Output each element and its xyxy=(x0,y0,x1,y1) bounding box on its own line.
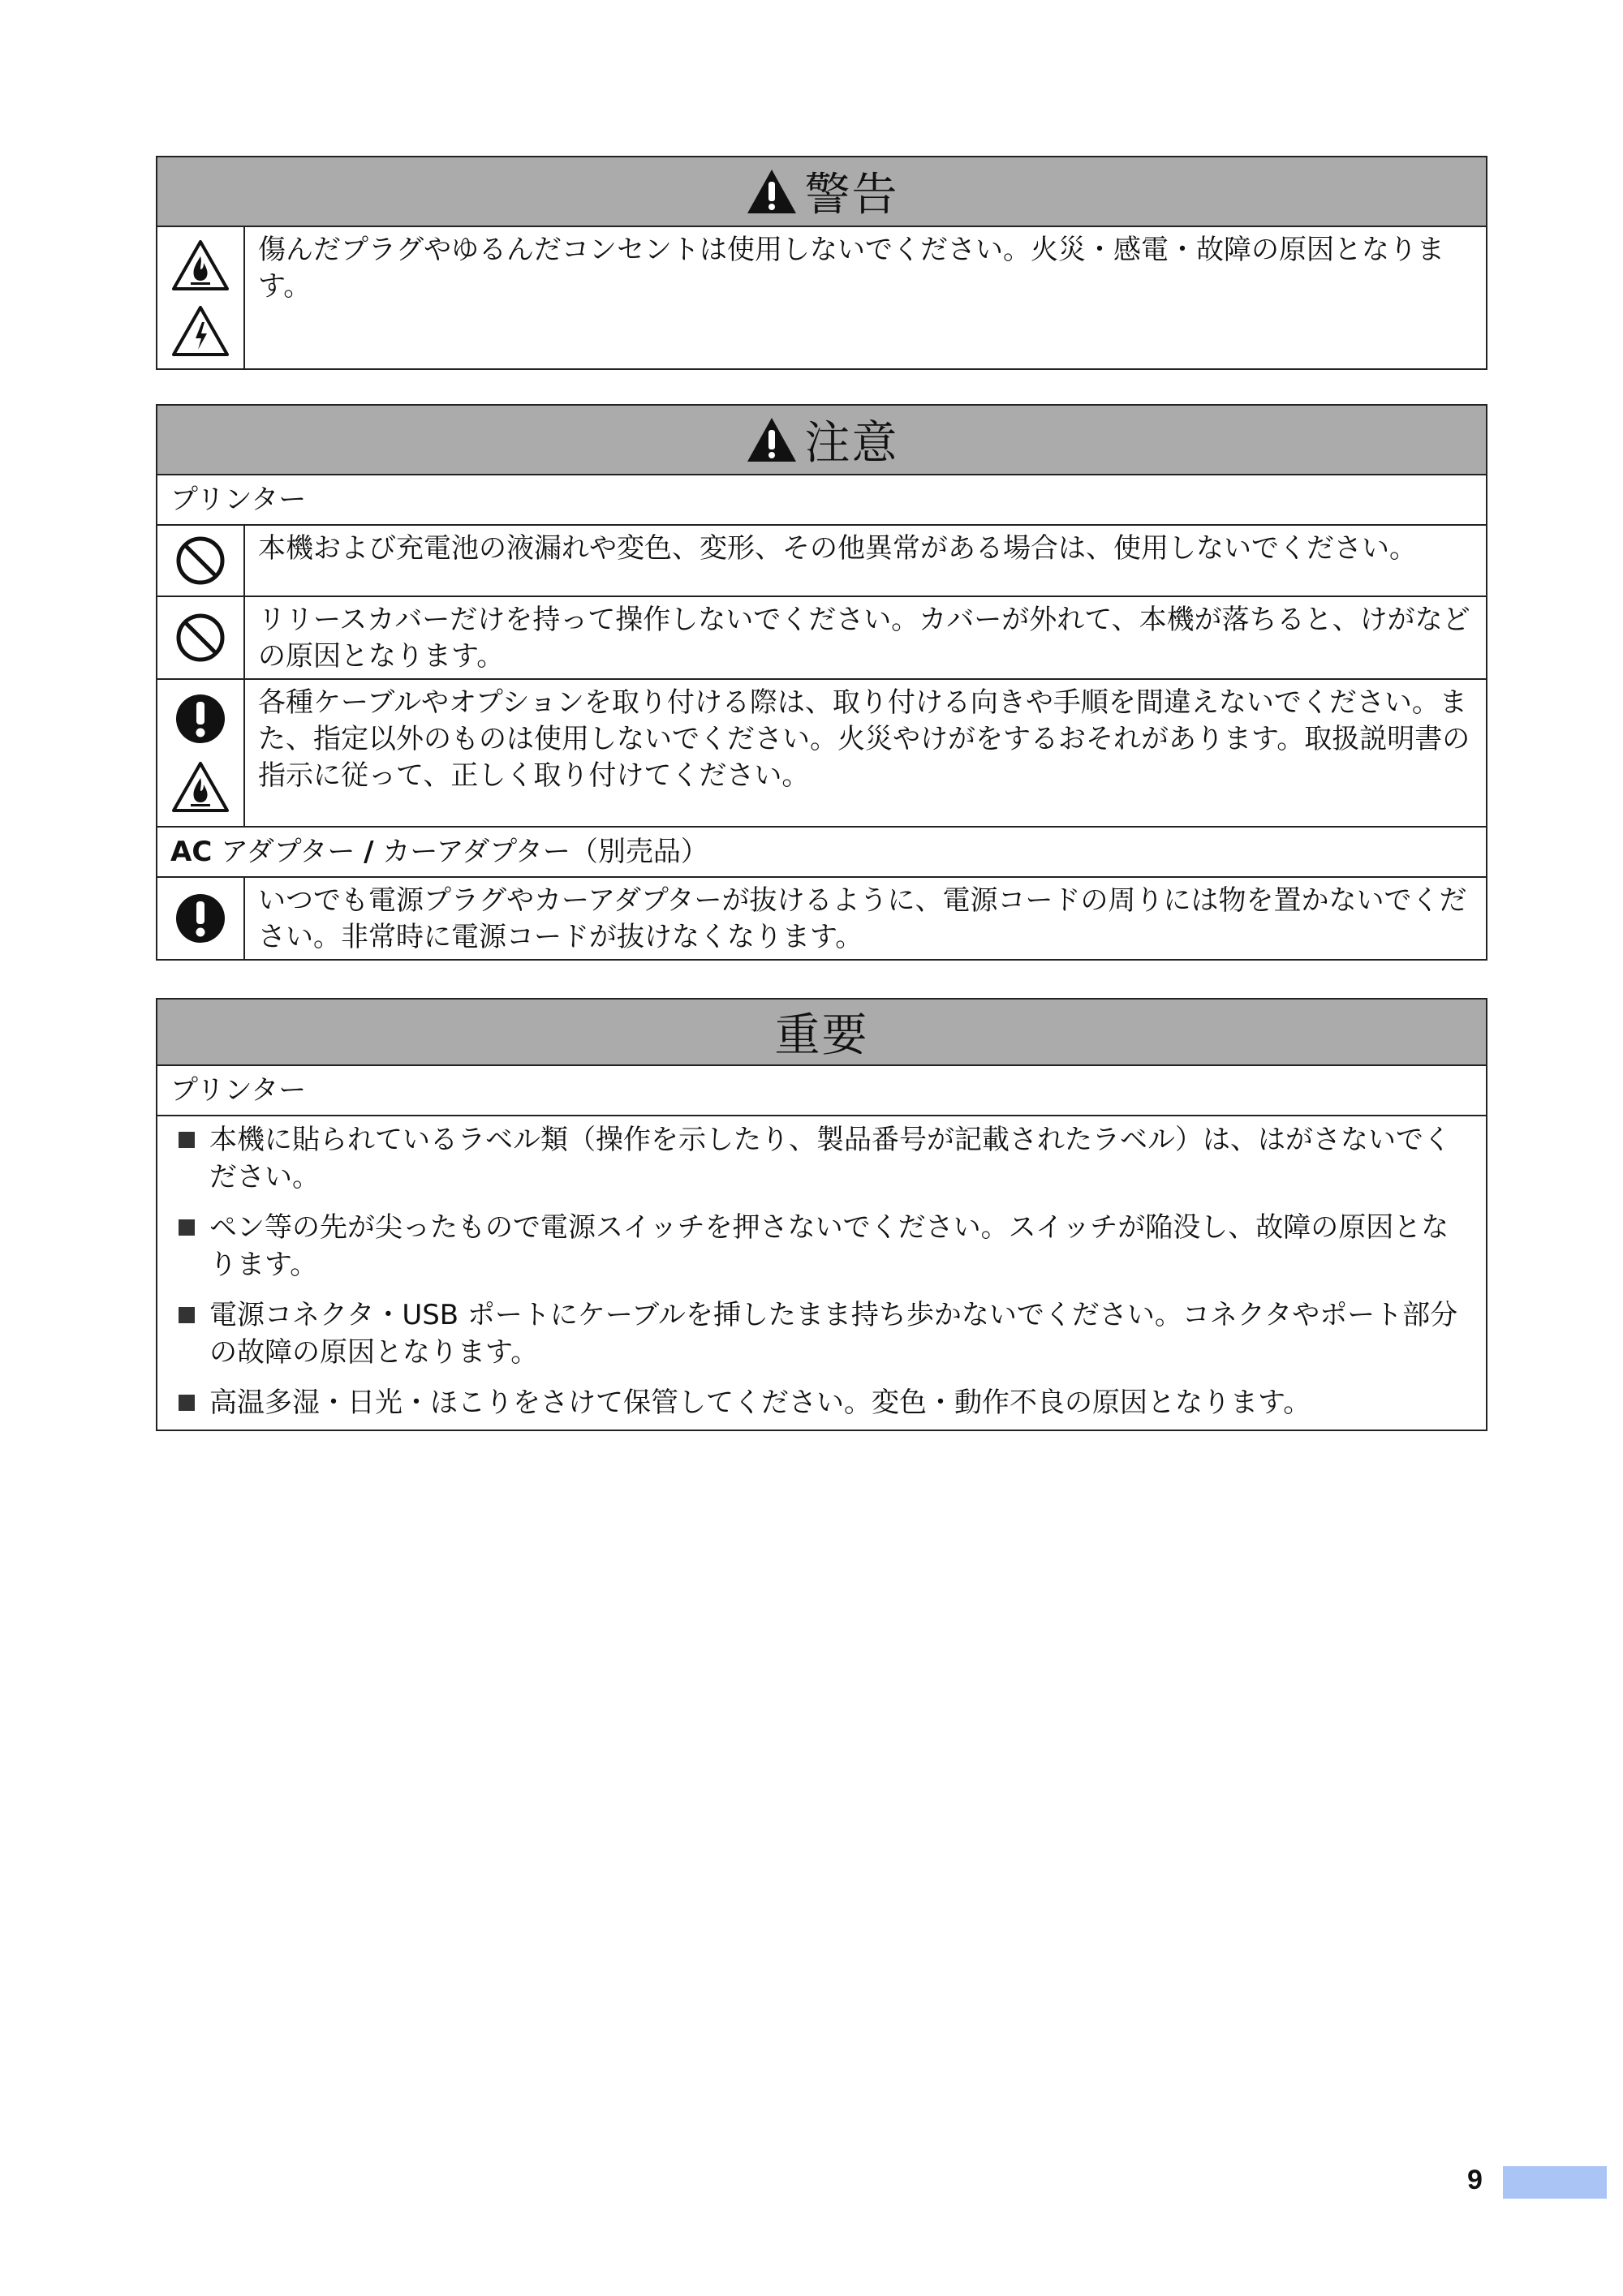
important-header xyxy=(157,1000,1486,1066)
caution-row-icons xyxy=(157,526,245,595)
page-accent-bar xyxy=(1503,2166,1607,2199)
prohibition-icon xyxy=(171,611,230,664)
caution-row-icons xyxy=(157,680,245,826)
warning-text: 傷んだプラグやゆるんだコンセントは使用しないでください。火災・感電・故障の原因となります。 xyxy=(258,234,1444,303)
label-ac: AC xyxy=(170,836,213,868)
prohibition-icon xyxy=(171,534,230,587)
caution-text-4: いつでも電源プラグやカーアダプターが抜けるように、電源コードの周りには物を置かないでください。非常時に電源コードが抜けなくなります。 xyxy=(258,884,1467,953)
caution-text-1: 本機および充電池の液漏れや変色、変形、その他異常がある場合は、使用しないでください。 xyxy=(258,532,1417,565)
list-item-text: ペン等の先が尖ったもので電源スイッチを押さないでください。スイッチが陥没し、故障の原因となります。 xyxy=(209,1211,1449,1281)
mandatory-icon xyxy=(171,692,230,746)
warning-row xyxy=(157,227,1486,368)
bullet-square-icon xyxy=(179,1395,195,1411)
caution-row-icons xyxy=(157,878,245,959)
list-item xyxy=(179,1296,1470,1371)
list-item-text: 電源コネクタ・USB ポートにケーブルを挿したまま持ち歩かないでください。コネクタやポート部分の故障の原因となります。 xyxy=(209,1299,1458,1369)
list-item xyxy=(179,1121,1470,1196)
electric-shock-icon xyxy=(171,304,230,358)
caution-section-label-printer: プリンター xyxy=(157,475,1486,526)
caution-section-label-adapter xyxy=(157,828,1486,878)
fire-icon xyxy=(171,239,230,292)
bullet-square-icon xyxy=(179,1307,195,1323)
caution-text-3: 各種ケーブルやオプションを取り付ける際は、取り付ける向きや手順を間違えないでください。また、指定以外のものは使用しないでください。火災やけがをするおそれがあります。取扱説明書の指示に従って、正しく取り付けてください。 xyxy=(258,686,1470,792)
label-adapter: アダプター xyxy=(212,836,364,868)
warning-row-icons xyxy=(157,227,245,368)
mandatory-icon xyxy=(171,892,230,945)
caution-row xyxy=(157,526,1486,597)
warning-box xyxy=(156,156,1487,370)
bullet-square-icon xyxy=(179,1132,195,1148)
caution-header xyxy=(157,406,1486,475)
label-slash: / xyxy=(364,836,374,868)
bullet-square-icon xyxy=(179,1219,195,1236)
list-item-text: 高温多湿・日光・ほこりをさけて保管してください。変色・動作不良の原因となります。 xyxy=(209,1387,1311,1419)
important-box xyxy=(156,998,1487,1431)
warning-triangle-icon xyxy=(745,415,799,464)
warning-title: 警告 xyxy=(804,169,899,221)
fire-icon xyxy=(171,760,230,814)
warning-triangle-icon xyxy=(745,167,799,216)
label-car-adapter: カーアダプター（別売品） xyxy=(373,836,708,868)
caution-title: 注意 xyxy=(804,417,899,470)
important-list xyxy=(157,1116,1486,1430)
list-item xyxy=(179,1209,1470,1283)
list-item xyxy=(179,1384,1470,1421)
warning-header xyxy=(157,157,1486,227)
important-section-label: プリンター xyxy=(157,1066,1486,1116)
caution-row xyxy=(157,597,1486,680)
important-title: 重要 xyxy=(774,1009,869,1062)
caution-row-icons xyxy=(157,597,245,678)
caution-row xyxy=(157,680,1486,828)
caution-box xyxy=(156,404,1487,961)
caution-text-2: リリースカバーだけを持って操作しないでください。カバーが外れて、本機が落ちると、けがなどの原因となります。 xyxy=(258,604,1470,673)
list-item-text: 本機に貼られているラベル類（操作を示したり、製品番号が記載されたラベル）は、はがさないでください。 xyxy=(209,1124,1451,1193)
page-number: 9 xyxy=(1467,2165,1483,2195)
caution-row xyxy=(157,878,1486,959)
